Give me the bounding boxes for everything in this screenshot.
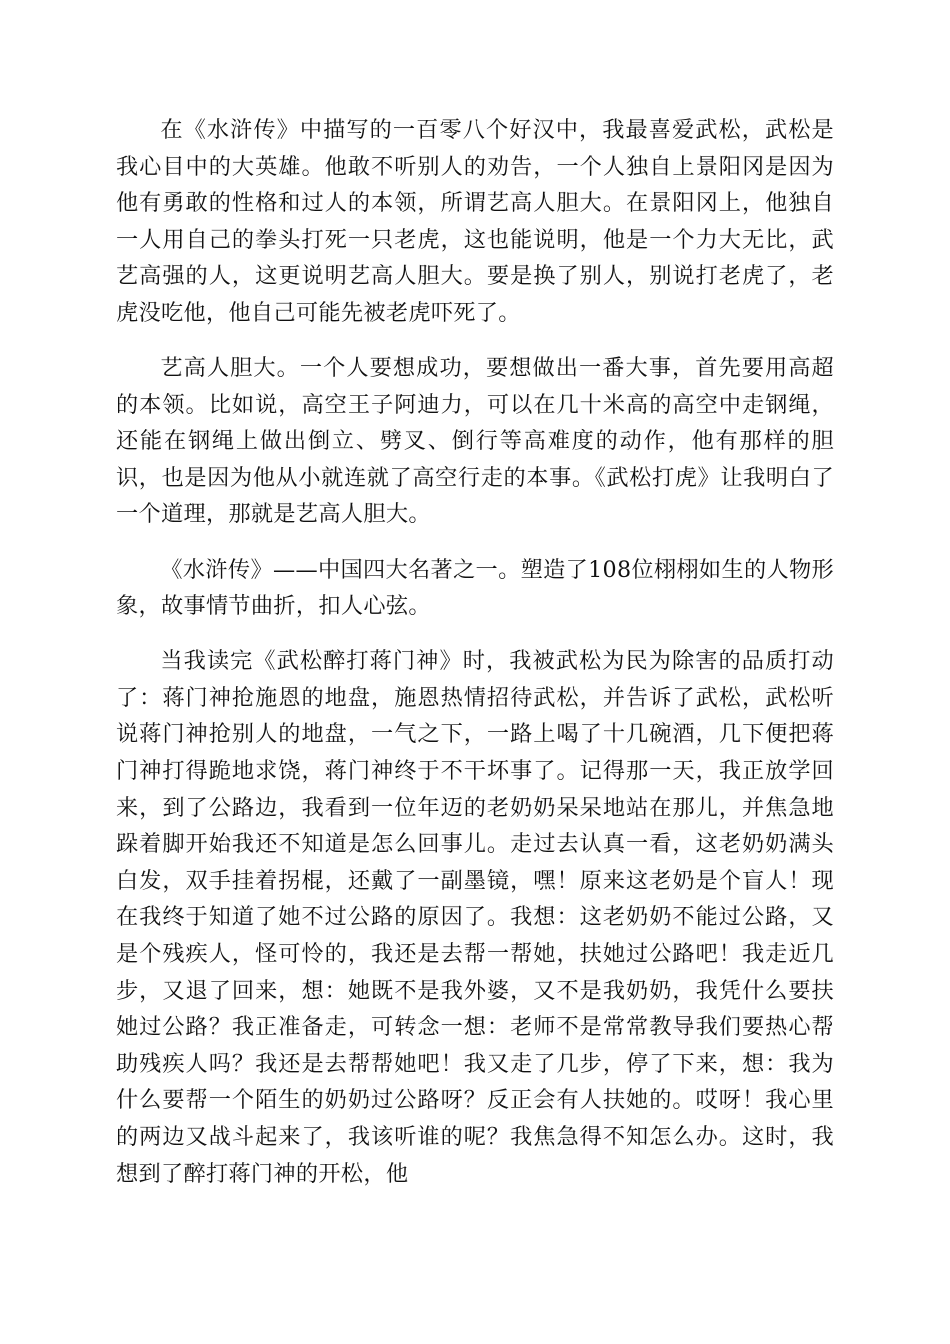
document-page: [116, 112, 834, 1192]
paragraph-4: 当我读完《武松醉打蒋门神》时，我被武松为民为除害的品质打动了：蒋门神抢施恩的地盘，施恩热情招待武松，并告诉了武松，武松听说蒋门神抢别人的地盘，一气之下，一路上喝了十几碗酒，几下便把蒋门神打得跪地求饶，蒋门神终于不干坏事了。记得那一天，我正放学回来，到了公路边，我看到一位年迈的老奶奶呆呆地站在那儿，并焦急地跺着脚开始我还不知道是怎么回事儿。走过去认真一看，这老奶奶满头白发，双手挂着拐棍，还戴了一副墨镜，嘿！原来这老奶是个盲人！现在我终于知道了她不过公路的原因了。我想：这老奶奶不能过公路，又是个残疾人，怪可怜的，我还是去帮一帮她，扶她过公路吧！我走近几步，又退了回来，想：她既不是我外婆，又不是我奶奶，我凭什么要扶她过公路？我正准备走，可转念一想：老师不是常常教导我们要热心帮助残疾人吗？我还是去帮帮她吧！我又走了几步，停了下来，想：我为什么要帮一个陌生的奶奶过公路呀？反正会有人扶她的。哎呀！我心里的两边又战斗起来了，我该听谁的呢？我焦急得不知怎么办。这时，我想到了醉打蒋门神的开松，他: [116, 648, 834, 1187]
paragraph-3: 《水浒传》——中国四大名著之一。塑造了108位栩栩如生的人物形象，故事情节曲折，扣人心弦。: [116, 556, 834, 620]
paragraph-1: 在《水浒传》中描写的一百零八个好汉中，我最喜爱武松，武松是我心目中的大英雄。他敢不听别人的劝告，一个人独自上景阳冈是因为他有勇敢的性格和过人的本领，所谓艺高人胆大。在景阳冈上，他独自一人用自己的拳头打死一只老虎，这也能说明，他是一个力大无比，武艺高强的人，这更说明艺高人胆大。要是换了别人，别说打老虎了，老虎没吃他，他自己可能先被老虎吓死了。: [116, 117, 834, 326]
paragraph-2: 艺高人胆大。一个人要想成功，要想做出一番大事，首先要用高超的本领。比如说，高空王子阿迪力，可以在几十米高的高空中走钢绳，还能在钢绳上做出倒立、劈叉、倒行等高难度的动作，他有那样的胆识，也是因为他从小就连就了高空行走的本事。《武松打虎》让我明白了一个道理，那就是艺高人胆大。: [116, 355, 834, 528]
